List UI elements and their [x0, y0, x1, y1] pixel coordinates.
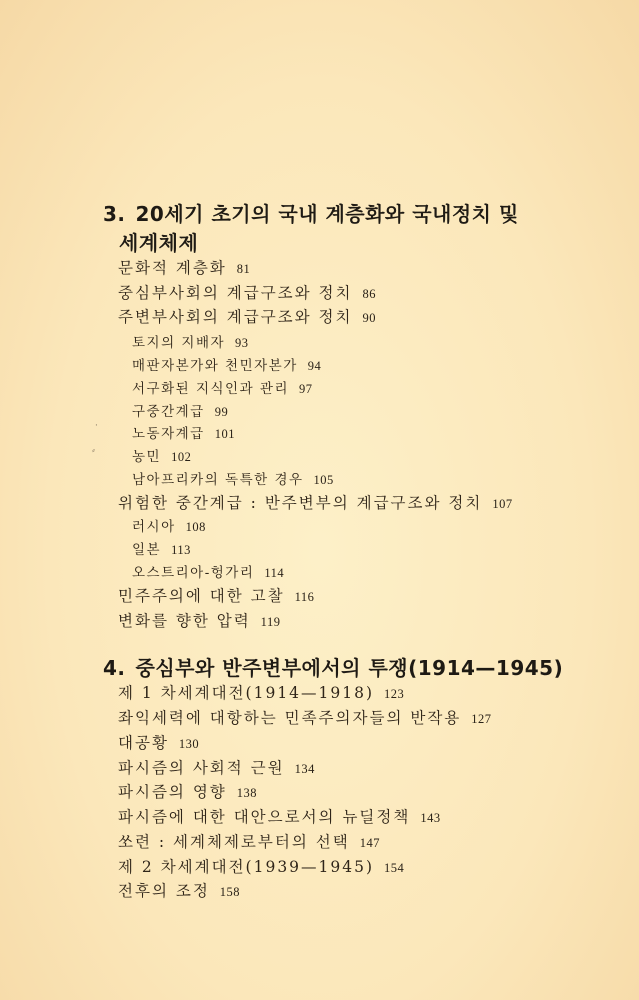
entry-page: 99	[214, 405, 229, 419]
entry-page: 147	[359, 836, 380, 850]
entry-label: 구중간계급	[132, 404, 205, 420]
toc-subentry[interactable]	[132, 515, 206, 535]
entry-label: 파시즘에 대한 대안으로서의 뉴딜정책	[118, 808, 411, 826]
entry-label: 노동자계급	[132, 426, 205, 442]
entry-page: 127	[471, 712, 492, 726]
entry-page: 123	[384, 687, 405, 701]
entry-label: 변화를 향한 압력	[118, 612, 251, 630]
toc-entry[interactable]	[118, 780, 257, 802]
toc-subentry[interactable]	[132, 354, 321, 374]
entry-label: 주변부사회의 계급구조와 정치	[118, 308, 353, 326]
toc-entry[interactable]	[118, 855, 404, 877]
toc-entry[interactable]	[118, 756, 315, 778]
toc-subentry[interactable]	[132, 331, 249, 351]
entry-page: 102	[171, 450, 192, 464]
toc-entry[interactable]	[118, 584, 314, 606]
toc-entry[interactable]	[118, 681, 404, 703]
entry-page: 94	[307, 359, 322, 373]
entry-label: 문화적 계층화	[118, 259, 227, 277]
toc-entry[interactable]	[118, 305, 376, 327]
entry-page: 86	[362, 287, 377, 301]
entry-label: 제 2 차세계대전(1939—1945)	[118, 858, 375, 876]
entry-page: 154	[384, 861, 405, 875]
entry-label: 위험한 중간계급 : 반주변부의 계급구조와 정치	[118, 494, 483, 512]
chapter-3-title-cont: 세계체제	[119, 231, 199, 255]
entry-page: 105	[313, 473, 334, 487]
entry-label: 농민	[132, 449, 162, 465]
entry-page: 158	[219, 885, 241, 899]
chapter-3-title	[103, 198, 519, 227]
toc-entry[interactable]	[118, 731, 199, 753]
toc-subentry[interactable]	[132, 377, 313, 397]
entry-label: 남아프리카의 독특한 경우	[132, 472, 304, 488]
chapter-title-text: 20세기 초기의 국내 계층화와 국내정치 및	[135, 202, 519, 226]
entry-page: 138	[236, 786, 258, 800]
entry-page: 107	[492, 497, 513, 511]
toc-subentry[interactable]	[132, 445, 191, 465]
entry-page: 130	[178, 737, 200, 751]
toc-entry[interactable]	[118, 706, 492, 728]
entry-page: 143	[420, 811, 441, 825]
entry-page: 93	[235, 336, 249, 350]
entry-label: 민주주의에 대한 고찰	[118, 587, 285, 605]
entry-label: 중심부사회의 계급구조와 정치	[118, 284, 353, 302]
entry-page: 116	[294, 590, 315, 604]
entry-label: 러시아	[132, 519, 176, 535]
entry-label: 파시즘의 사회적 근원	[118, 759, 285, 777]
entry-label: 일본	[132, 542, 162, 558]
entry-label: 대공황	[118, 734, 169, 752]
toc-subentry[interactable]	[132, 422, 235, 442]
entry-label: 제 1 차세계대전(1914—1918)	[118, 684, 375, 702]
chapter-number: 3.	[103, 202, 126, 226]
entry-page: 119	[260, 615, 281, 629]
entry-label: 좌익세력에 대항하는 민족주의자들의 반작용	[118, 709, 462, 727]
chapter-title-text: 중심부와 반주변부에서의 투쟁(1914—1945)	[135, 656, 564, 680]
toc-entry[interactable]	[118, 830, 380, 852]
toc-entry[interactable]	[118, 491, 513, 513]
entry-page: 134	[294, 762, 315, 776]
entry-label: 전후의 조정	[118, 882, 210, 900]
entry-page: 101	[214, 427, 235, 441]
entry-label: 오스트리아-헝가리	[132, 565, 255, 581]
entry-label: 서구화된 지식인과 관리	[132, 381, 289, 397]
toc-subentry[interactable]	[132, 400, 228, 420]
scan-speck: ·	[95, 421, 98, 431]
toc-entry[interactable]	[118, 805, 441, 827]
entry-page: 81	[236, 262, 251, 276]
entry-page: 97	[299, 382, 313, 396]
toc-entry[interactable]	[118, 256, 250, 278]
entry-page: 114	[264, 566, 285, 580]
toc-subentry[interactable]	[132, 538, 191, 558]
scan-speck: ⸗	[92, 446, 95, 456]
entry-page: 113	[171, 543, 191, 557]
toc-subentry[interactable]	[132, 468, 334, 488]
entry-label: 쏘련 : 세계체제로부터의 선택	[118, 833, 350, 851]
entry-label: 파시즘의 영향	[118, 783, 227, 801]
toc-subentry[interactable]	[132, 561, 284, 581]
toc-entry[interactable]	[118, 879, 240, 901]
chapter-4-title	[103, 652, 563, 681]
chapter-number: 4.	[103, 656, 126, 680]
entry-page: 108	[185, 520, 206, 534]
entry-label: 매판자본가와 천민자본가	[132, 358, 298, 374]
toc-entry[interactable]	[118, 609, 280, 631]
entry-label: 토지의 지배자	[132, 335, 226, 351]
entry-page: 90	[362, 311, 377, 325]
toc-entry[interactable]	[118, 281, 376, 303]
